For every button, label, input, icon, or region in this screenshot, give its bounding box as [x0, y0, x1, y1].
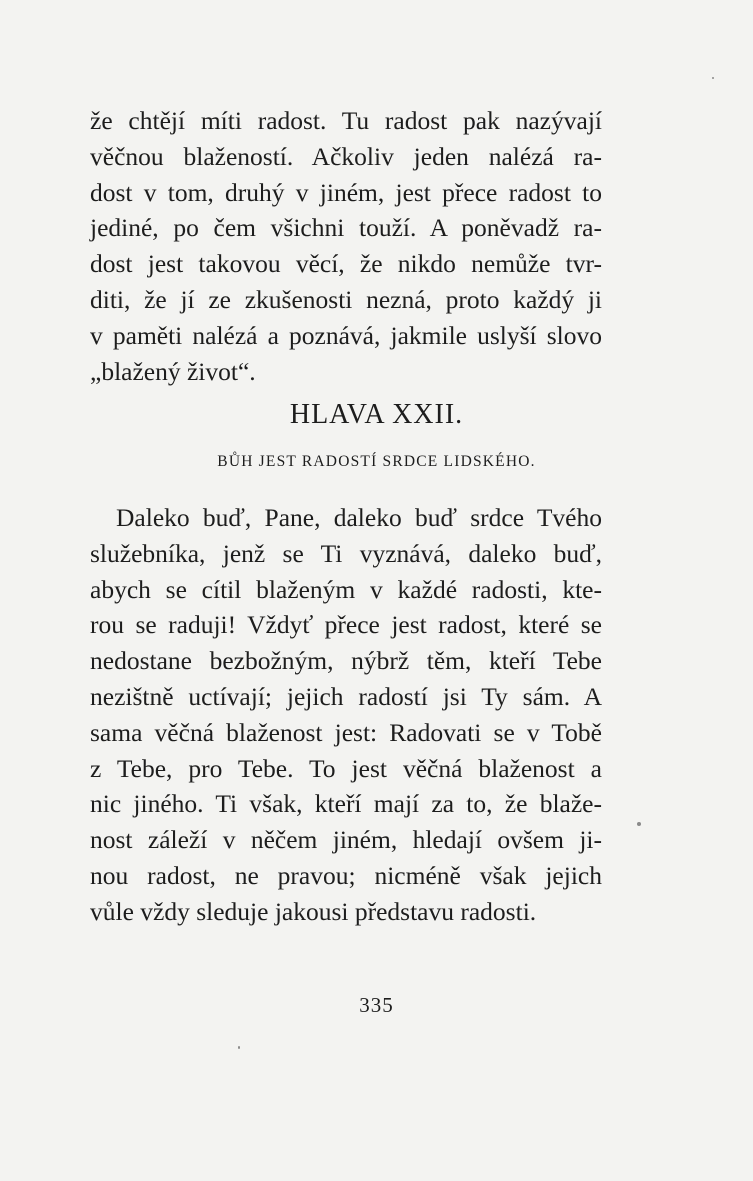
- paper-speck: [238, 1046, 240, 1049]
- text-line: nedostane bezbožným, nýbrž těm, kteří Tebe: [90, 646, 602, 676]
- text-line: Daleko buď, Pane, daleko buď srdce Tvého: [116, 503, 602, 532]
- text-line: služebníka, jenž se Ti vyznává, daleko buď,: [90, 538, 602, 568]
- paper-speck: [637, 822, 641, 826]
- text-line: v paměti nalézá a poznává, jakmile uslyší slovo: [90, 320, 602, 350]
- text-line: vůle vždy sleduje jakousi představu radosti.: [90, 896, 537, 926]
- text-line: jediné, po čem všichni touží. A poněvadž ra-: [90, 213, 602, 243]
- text-line: rou se raduji! Vždyť přece jest radost, které se: [90, 610, 602, 640]
- chapter-subtitle: BŮH JEST RADOSTÍ SRDCE LIDSKÉHO.: [217, 453, 536, 470]
- text-line: nic jiného. Ti však, kteří mají za to, že blaže-: [90, 789, 602, 819]
- top-paragraph: [90, 103, 602, 389]
- text-line: věčnou blažeností. Ačkoliv jeden nalézá ra-: [90, 141, 602, 171]
- text-line: sama věčná blaženost jest: Radovati se v Tobě: [90, 717, 602, 747]
- text-line: z Tebe, pro Tebe. To jest věčná blaženost a: [90, 753, 602, 783]
- paper-speck: [712, 77, 714, 79]
- text-line: „blažený život“.: [90, 356, 256, 386]
- main-paragraph: [90, 500, 602, 930]
- text-line: diti, že jí ze zkušenosti nezná, proto každý ji: [90, 284, 602, 314]
- text-line: dost v tom, druhý v jiném, jest přece radost to: [90, 177, 602, 207]
- text-line: abych se cítil blaženým v každé radosti, kte-: [90, 574, 602, 604]
- chapter-heading: HLAVA XXII.: [289, 399, 464, 430]
- text-line: dost jest takovou věcí, že nikdo nemůže tvr-: [90, 249, 602, 279]
- text-line: nost záleží v něčem jiném, hledají ovšem ji-: [90, 825, 602, 855]
- text-line: nou radost, ne pravou; nicméně však jejich: [90, 860, 602, 890]
- page-number: 335: [359, 993, 394, 1017]
- text-line: že chtějí míti radost. Tu radost pak nazývají: [90, 106, 602, 135]
- text-line: nezištně uctívají; jejich radostí jsi Ty sám. A: [90, 681, 602, 711]
